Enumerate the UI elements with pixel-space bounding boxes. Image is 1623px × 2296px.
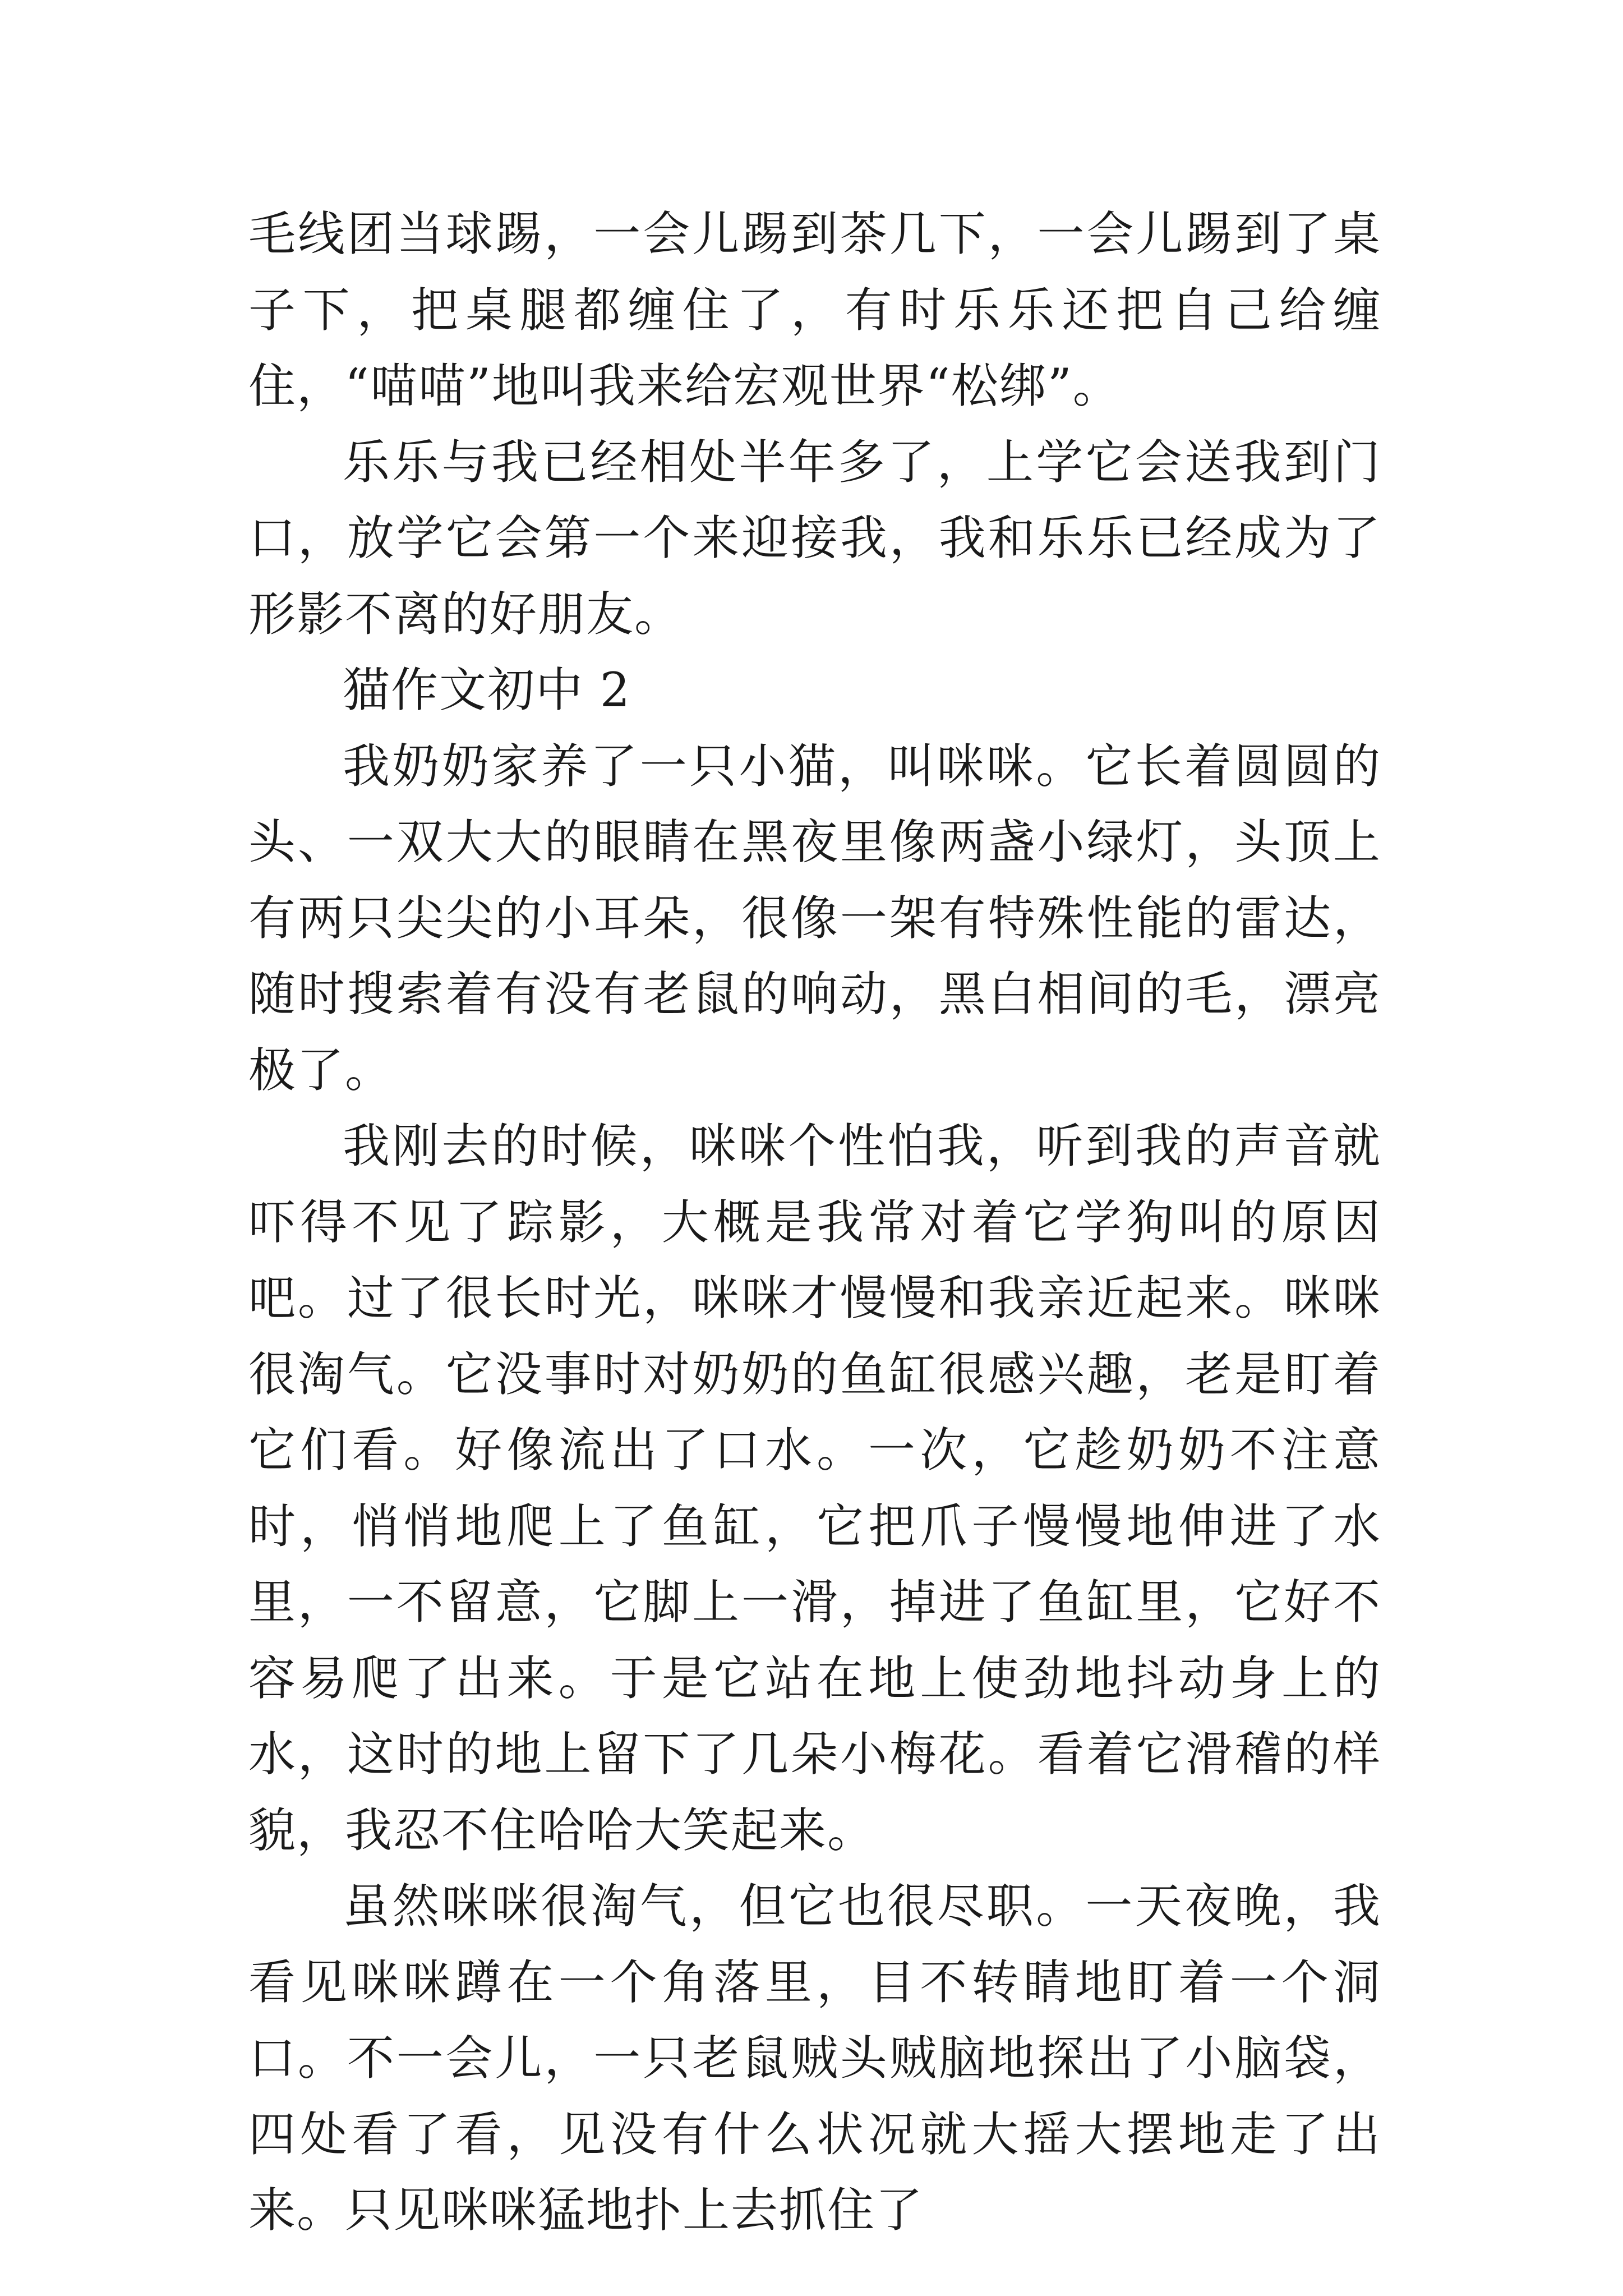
paragraph: 我奶奶家养了一只小猫，叫咪咪。它长着圆圆的头、一双大大的眼睛在黑夜里像两盏小绿灯，头顶上有两只尖尖的小耳朵，很像一架有特殊性能的雷达，随时搜索着有没有老鼠的响动，黑白相间的毛，漂亮极了。: [248, 738, 1381, 1098]
paragraph: 虽然咪咪很淘气，但它也很尽职。一天夜晚，我看见咪咪蹲在一个角落里，目不转睛地盯着一个洞口。不一会儿，一只老鼠贼头贼脑地探出了小脑袋，四处看了看，见没有什么状况就大摇大摆地走了出来。只见咪咪猛地扑上去抓住了: [248, 1879, 1381, 2238]
paragraph: 乐乐与我已经相处半年多了，上学它会送我到门口，放学它会第一个来迎接我，我和乐乐已经成为了形影不离的好朋友。: [248, 434, 1381, 642]
paragraph: 我刚去的时候，咪咪个性怕我，听到我的声音就吓得不见了踪影，大概是我常对着它学狗叫的原因吧。过了很长时光，咪咪才慢慢和我亲近起来。咪咪很淘气。它没事时对奶奶的鱼缸很感兴趣，老是盯着它们看。好像流出了口水。一次，它趁奶奶不注意时，悄悄地爬上了鱼缸，它把爪子慢慢地伸进了水里，一不留意，它脚上一滑，掉进了鱼缸里，它好不容易爬了出来。于是它站在地上使劲地抖动身上的水，这时的地上留下了几朵小梅花。看着它滑稽的样貌，我忍不住哈哈大笑起来。: [248, 1119, 1381, 1858]
section-heading: 猫作文初中 2: [343, 662, 631, 717]
body-text: [248, 196, 1381, 2249]
paragraph-continued: 毛线团当球踢，一会儿踢到茶几下，一会儿踢到了桌子下，把桌腿都缠住了，有时乐乐还把自己给缠住，“喵喵”地叫我来给宏观世界“松绑”。: [248, 206, 1381, 413]
